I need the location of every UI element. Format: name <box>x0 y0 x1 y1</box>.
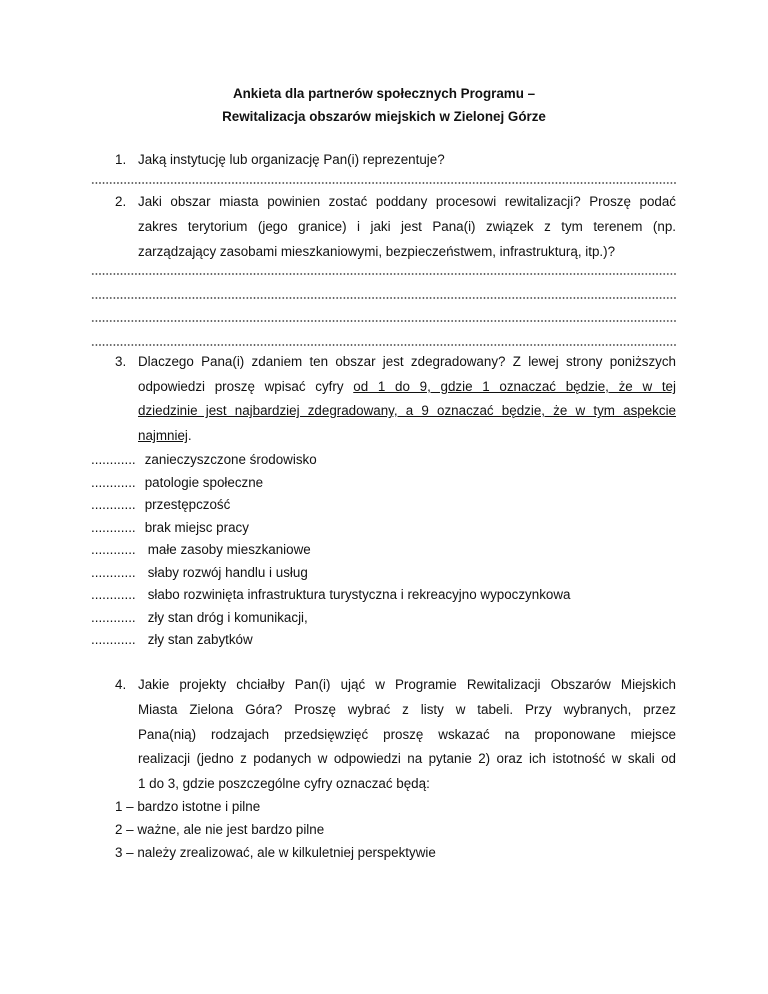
q3-text-line2 <box>138 379 676 394</box>
q2-answer-line-2[interactable] <box>91 297 676 299</box>
q4-number: 4. <box>115 677 127 692</box>
q2-answer-line-1[interactable] <box>91 273 676 275</box>
q3-option-7[interactable] <box>91 610 308 625</box>
q1-answer-line[interactable] <box>91 182 676 184</box>
q4-scale-1: 1 – bardzo istotne i pilne <box>115 799 261 814</box>
document-title-line1: Ankieta dla partnerów społecznych Programu – <box>232 86 536 101</box>
q3-option-2[interactable] <box>91 497 230 512</box>
option-label: małe zasoby mieszkaniowe <box>147 542 311 557</box>
q2-text-line3: zarządzający zasobami mieszkaniowymi, bezpieczeństwem, infrastrukturą, itp.)? <box>138 244 616 259</box>
q3-option-3[interactable] <box>91 520 249 535</box>
q3-text-line4 <box>138 428 192 443</box>
q1-text: Jaką instytucję lub organizację Pan(i) reprezentuje? <box>138 152 445 167</box>
option-label: słabo rozwinięta infrastruktura turystyczna i rekreacyjno wypoczynkowa <box>147 587 571 602</box>
option-label: przestępczość <box>144 497 231 512</box>
q3-line2-underlined: od 1 do 9, gdzie 1 oznaczać będzie, że w tej <box>353 379 676 394</box>
q1-number: 1. <box>115 152 127 167</box>
rank-input[interactable]: ............ <box>91 475 136 490</box>
q4-text-line1: Jakie projekty chciałby Pan(i) ująć w Programie Rewitalizacji Obszarów Miejskich <box>138 677 676 692</box>
q3-option-4[interactable] <box>91 542 311 557</box>
q3-line4-underlined: najmniej <box>138 428 188 443</box>
option-label: patologie społeczne <box>144 475 264 490</box>
option-label: zanieczyszczone środowisko <box>144 452 317 467</box>
option-label: zły stan zabytków <box>147 632 253 647</box>
q3-option-8[interactable] <box>91 632 253 647</box>
option-label: brak miejsc pracy <box>144 520 249 535</box>
q3-option-5[interactable] <box>91 565 308 580</box>
q3-option-0[interactable] <box>91 452 317 467</box>
q4-text-line3: Pana(nią) rodzajach przedsięwzięć proszę wskazać na proponowane miejsce <box>138 727 676 742</box>
q3-option-1[interactable] <box>91 475 263 490</box>
q4-text-line5: 1 do 3, gdzie poszczególne cyfry oznaczać będą: <box>138 776 430 791</box>
document-title-line2: Rewitalizacja obszarów miejskich w Zielonej Górze <box>222 109 546 124</box>
q3-option-6[interactable] <box>91 587 570 602</box>
rank-input[interactable]: ............ <box>91 565 136 580</box>
q4-text-line4: realizacji (jedno z podanych w odpowiedzi na pytanie 2) oraz ich istotność w skali od <box>138 751 676 766</box>
rank-input[interactable]: ............ <box>91 497 136 512</box>
rank-input[interactable]: ............ <box>91 542 136 557</box>
q4-scale-2: 2 – ważne, ale nie jest bardzo pilne <box>115 822 325 837</box>
q3-line3-underlined: dziedzinie jest najbardziej zdegradowany, a 9 oznaczać będzie, że w tym aspekcie <box>138 403 676 418</box>
q2-answer-line-4[interactable] <box>91 344 676 346</box>
q2-text-line1: Jaki obszar miasta powinien zostać poddany procesowi rewitalizacji? Proszę podać <box>138 194 676 209</box>
rank-input[interactable]: ............ <box>91 520 136 535</box>
option-label: zły stan dróg i komunikacji, <box>147 610 308 625</box>
q3-line2-plain: odpowiedzi proszę wpisać cyfry <box>138 379 354 394</box>
q2-text-line2: zakres terytorium (jego granice) i jaki jest Pana(i) związek z tym terenem (np. <box>138 219 676 234</box>
q3-text-line1: Dlaczego Pana(i) zdaniem ten obszar jest zdegradowany? Z lewej strony poniższych <box>138 354 676 369</box>
rank-input[interactable]: ............ <box>91 587 136 602</box>
rank-input[interactable]: ............ <box>91 632 136 647</box>
rank-input[interactable]: ............ <box>91 452 136 467</box>
q3-number: 3. <box>115 354 127 369</box>
q3-line4-end: . <box>187 428 192 443</box>
q2-number: 2. <box>115 194 127 209</box>
q3-text-line3 <box>138 403 676 418</box>
q4-text-line2: Miasta Zielona Góra? Proszę wybrać z listy w tabeli. Przy wybranych, przez <box>138 702 676 717</box>
q4-scale-3: 3 – należy zrealizować, ale w kilkuletniej perspektywie <box>115 845 436 860</box>
rank-input[interactable]: ............ <box>91 610 136 625</box>
q2-answer-line-3[interactable] <box>91 320 676 322</box>
option-label: słaby rozwój handlu i usług <box>147 565 308 580</box>
